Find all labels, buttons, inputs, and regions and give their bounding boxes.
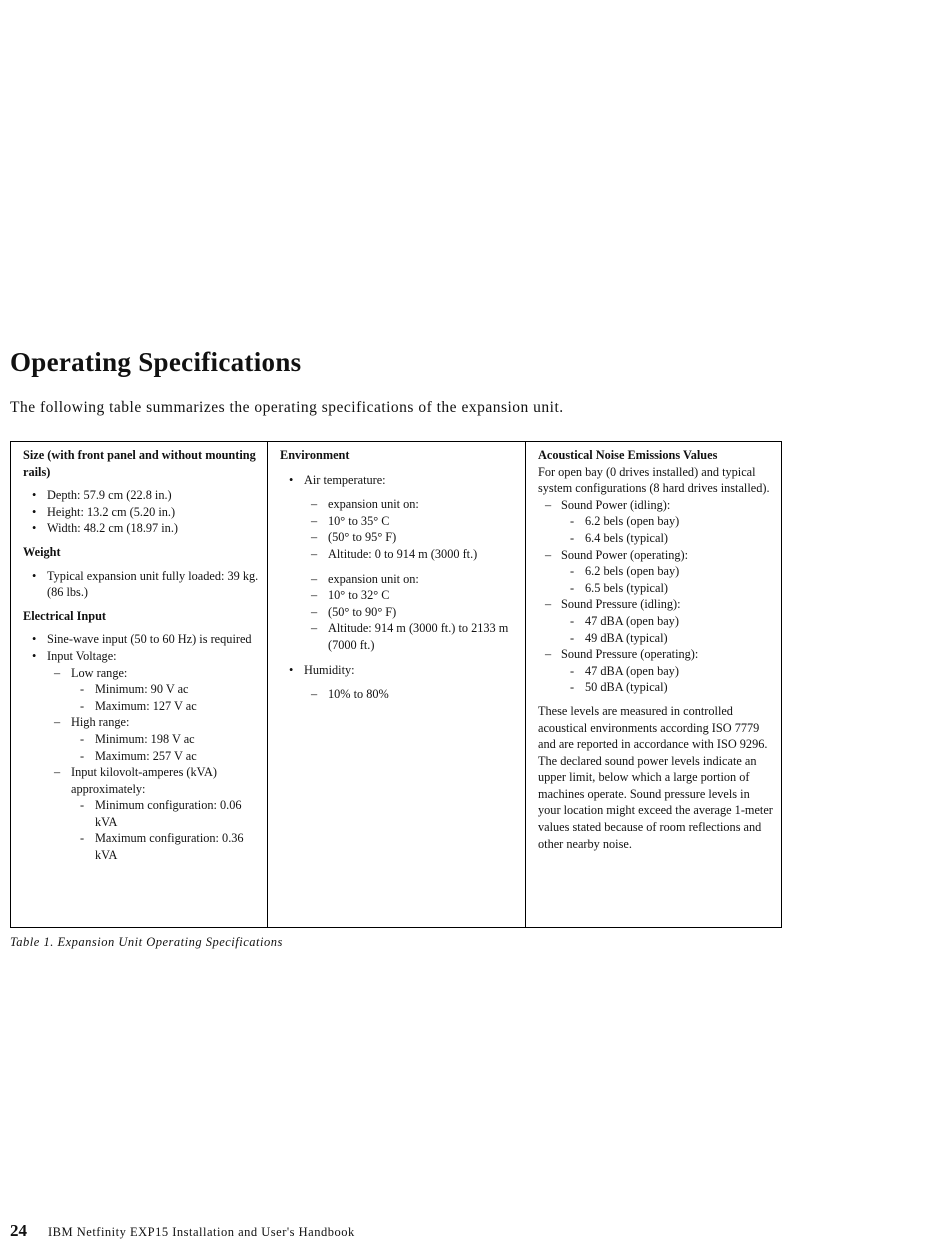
kva-item: – Input kilovolt-amperes (kVA) approximately: <box>23 764 259 797</box>
specifications-table <box>10 441 782 928</box>
electrical-heading: Electrical Input <box>23 608 106 623</box>
humidity-range: – 10% to 80% <box>280 686 517 703</box>
sound-power-operating: – Sound Power (operating): <box>538 547 773 564</box>
temp-range-1-altitude: – Altitude: 0 to 914 m (3000 ft.) <box>280 546 517 563</box>
high-max-item: - Maximum: 257 V ac <box>23 748 259 765</box>
sound-power-idling: – Sound Power (idling): <box>538 497 773 514</box>
low-min-item: - Minimum: 90 V ac <box>23 681 259 698</box>
table-caption: Table 1. Expansion Unit Operating Specifications <box>10 935 283 949</box>
input-voltage-item: • Input Voltage: <box>23 648 259 665</box>
page-title: Operating Specifications <box>10 347 302 377</box>
kva-min-item: - Minimum configuration: 0.06 kVA <box>23 797 259 830</box>
temp-range-2-altitude: – Altitude: 914 m (3000 ft.) to 2133 m (7000 ft.) <box>280 620 517 653</box>
sound-pressure-operating-typical: - 50 dBA (typical) <box>538 679 773 696</box>
weight-heading: Weight <box>23 544 61 559</box>
acoustical-heading: Acoustical Noise Emissions Values <box>538 448 718 462</box>
environment-heading: Environment <box>280 448 350 462</box>
environment-column <box>268 442 526 927</box>
temp-range-1-celsius: – 10° to 35° C <box>280 513 517 530</box>
size-depth: • Depth: 57.9 cm (22.8 in.) <box>23 487 259 504</box>
kva-max-item: - Maximum configuration: 0.36 kVA <box>23 830 259 863</box>
intro-paragraph: The following table summarizes the operating specifications of the expansion unit. <box>10 399 564 416</box>
temp-range-2-celsius: – 10° to 32° C <box>280 587 517 604</box>
physical-electrical-column <box>11 442 268 927</box>
low-range-item: – Low range: <box>23 665 259 682</box>
temp-range-2-label: – expansion unit on: <box>280 571 517 588</box>
sound-power-operating-typical: - 6.5 bels (typical) <box>538 580 773 597</box>
sound-pressure-operating-open: - 47 dBA (open bay) <box>538 663 773 680</box>
low-max-item: - Maximum: 127 V ac <box>23 698 259 715</box>
acoustical-intro: For open bay (0 drives installed) and typical system configurations (8 hard drives installed). <box>538 464 770 496</box>
sound-pressure-idling-typical: - 49 dBA (typical) <box>538 630 773 647</box>
sound-pressure-operating: – Sound Pressure (operating): <box>538 646 773 663</box>
book-title: IBM Netfinity EXP15 Installation and User's Handbook <box>48 1225 355 1239</box>
acoustical-column <box>526 442 781 927</box>
sound-pressure-idling-open: - 47 dBA (open bay) <box>538 613 773 630</box>
size-width: • Width: 48.2 cm (18.97 in.) <box>23 520 259 537</box>
humidity-item: • Humidity: <box>280 662 517 679</box>
temp-range-1-label: – expansion unit on: <box>280 496 517 513</box>
sound-power-idling-open: - 6.2 bels (open bay) <box>538 513 773 530</box>
high-min-item: - Minimum: 198 V ac <box>23 731 259 748</box>
size-heading: Size (with front panel and without mounting rails) <box>23 448 256 479</box>
weight-item: • Typical expansion unit fully loaded: 39 kg. (86 lbs.) <box>23 568 259 601</box>
size-height: • Height: 13.2 cm (5.20 in.) <box>23 504 259 521</box>
sound-pressure-idling: – Sound Pressure (idling): <box>538 596 773 613</box>
acoustical-note: These levels are measured in controlled acoustical environments according ISO 7779 and are reported in accordance with ISO 9296. The declared sound power levels indicate an upper limit, below which a large portion of machines operate. Sound pressure levels in your location might exceed the average 1-meter values stated because of room reflections and other nearby noise. <box>538 703 773 851</box>
temp-range-1-fahrenheit: – (50° to 95° F) <box>280 529 517 546</box>
sound-power-operating-open: - 6.2 bels (open bay) <box>538 563 773 580</box>
page-footer <box>10 1221 355 1241</box>
page-number: 24 <box>10 1221 27 1240</box>
air-temperature-item: • Air temperature: <box>280 472 517 489</box>
temp-range-2-fahrenheit: – (50° to 90° F) <box>280 604 517 621</box>
sine-wave-item: • Sine-wave input (50 to 60 Hz) is required <box>23 631 259 648</box>
sound-power-idling-typical: - 6.4 bels (typical) <box>538 530 773 547</box>
high-range-item: – High range: <box>23 714 259 731</box>
